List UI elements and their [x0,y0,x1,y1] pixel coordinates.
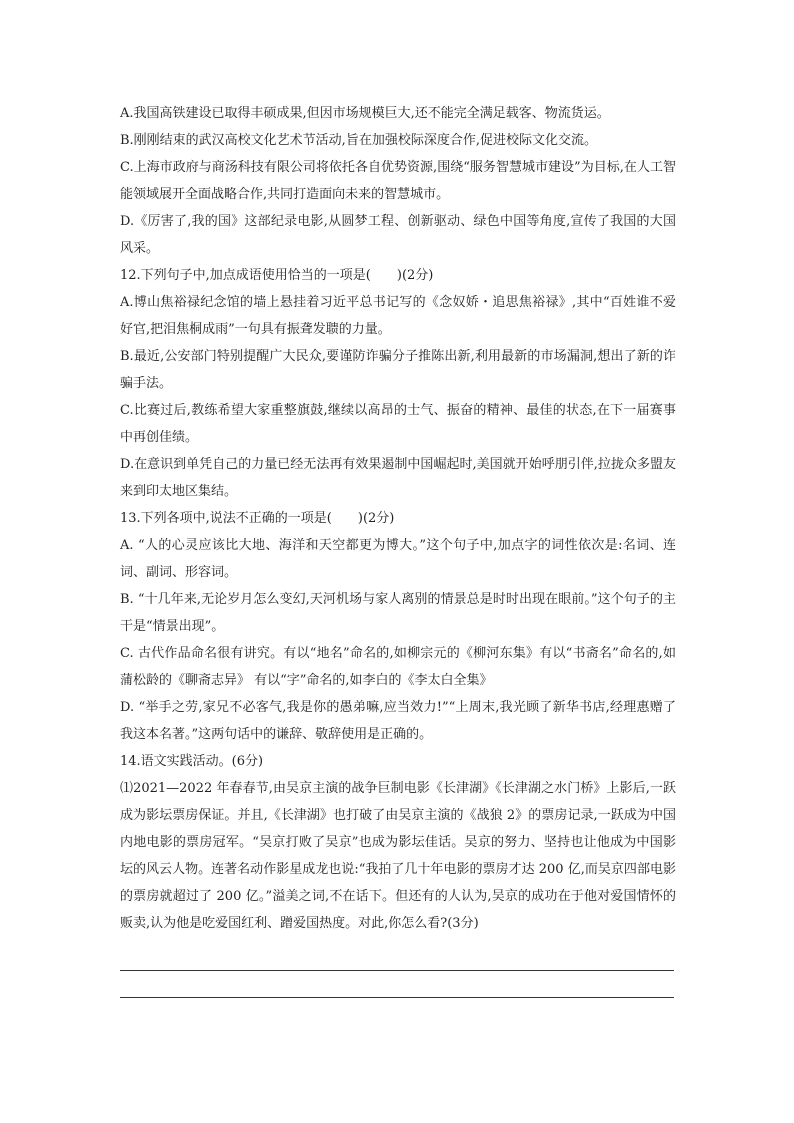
q11-option-d: D.《厉害了,我的国》这部纪录电影,从圆梦工程、创新驱动、绿色中国等角度,宣传了我国的大国风采。 [120,214,676,256]
q13-option-d: D. “举手之劳,家兄不必客气,我是你的愚弟嘛,应当效力!”“上周末,我光顾了新华书店,经理惠赠了我这本名著。”这两句话中的谦辞、敬辞使用是正确的。 [120,700,676,742]
q11-option-c: C.上海市政府与商汤科技有限公司将依托各自优势资源,围绕“服务智慧城市建设”为目标,在人工智能领域展开全面战略合作,共同打造面向未来的智慧城市。 [120,160,676,202]
q14-part1: ⑴2021—2022 年春春节,由吴京主演的战争巨制电影《长津湖》《长津湖之水门桥》上影后,一跃成为影坛票房保证。并且,《长津湖》也打破了由吴京主演的《战狼 2》的票房记录,一跃成为中国内地电影的票房冠军。“吴京打败了吴京”也成为影坛佳话。吴京的努力、坚持也让他成为中国影坛的风云人物。连著名动作影星成龙也说:“我拍了几十年电影的票房才达 200 亿,而吴京四部电影的票房就超过了 200 亿。”溢美之词,不在话下。但还有的人认为,吴京的成功在于他对爱国情怀的贩卖,认为他是吃爱国红利、蹭爱国热度。对此,你怎么看?(3分) [120,781,676,931]
question-content [120,100,676,937]
q13-stem: 13.下列各项中,说法不正确的一项是( )(2分) [120,511,395,526]
q12-option-b: B.最近,公安部门特别提醒广大民众,要谨防诈骗分子推陈出新,利用最新的市场漏洞,想出了新的诈骗手法。 [120,349,676,391]
q11-option-a: A.我国高铁建设已取得丰硕成果,但因市场规模巨大,还不能完全满足载客、物流货运。 [120,106,610,121]
q13-option-b: B. “十几年来,无论岁月怎么变幻,天河机场与家人离别的情景总是时时出现在眼前。”这个句子的主干是“情景出现”。 [120,592,676,634]
q12-stem: 12.下列句子中,加点成语使用恰当的一项是( )(2分) [120,268,434,283]
answer-line [120,970,674,971]
q12-option-c: C.比赛过后,教练希望大家重整旗鼓,继续以高昂的士气、振奋的精神、最佳的状态,在下一届赛事中再创佳绩。 [120,403,676,445]
q12-option-d: D.在意识到单凭自己的力量已经无法再有效果遏制中国崛起时,美国就开始呼朋引伴,拉拢众多盟友来到印太地区集结。 [120,457,676,499]
q13-option-a: A. “人的心灵应该比大地、海洋和天空都更为博大。”这个句子中,加点字的词性依次是:名词、连词、副词、形容词。 [120,538,676,580]
q11-option-b: B.刚刚结束的武汉高校文化艺术节活动,旨在加强校际深度合作,促进校际文化交流。 [120,133,597,148]
answer-line [120,997,674,998]
answer-area[interactable] [120,970,674,1024]
q12-option-a: A.博山焦裕禄纪念馆的墙上悬挂着习近平总书记写的《念奴娇・追思焦裕禄》,其中“百姓谁不爱好官,把泪焦桐成雨”一句具有振聋发聩的力量。 [120,295,676,337]
q14-stem: 14.语文实践活动。(6分) [120,754,264,769]
q13-option-c: C. 古代作品命名很有讲究。有以“地名”命名的,如柳宗元的《柳河东集》有以“书斋名”命名的,如蒲松龄的《聊斋志异》 有以“字”命名的,如李白的《李太白全集》 [120,646,676,688]
